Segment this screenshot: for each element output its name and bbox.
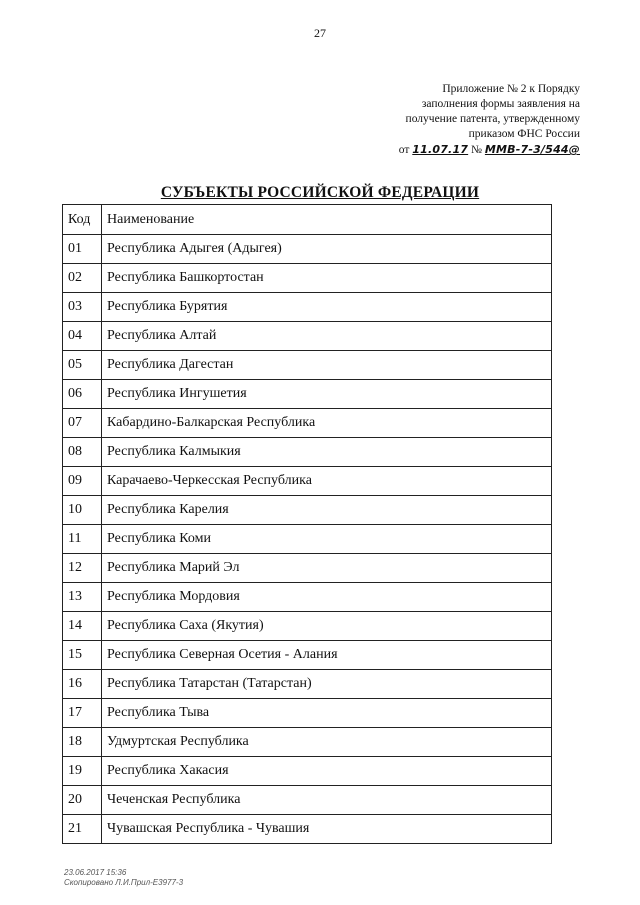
page-number: 27 [314, 26, 326, 40]
cell-name: Республика Ингушетия [102, 380, 552, 409]
subjects-table-container [62, 204, 552, 844]
cell-code: 05 [63, 351, 102, 380]
table-row [63, 786, 552, 815]
footer-stamp [64, 868, 183, 888]
header-name: Наименование [102, 205, 552, 235]
cell-name: Республика Хакасия [102, 757, 552, 786]
table-row [63, 438, 552, 467]
table-row [63, 583, 552, 612]
table-row [63, 757, 552, 786]
cell-name: Республика Саха (Якутия) [102, 612, 552, 641]
cell-code: 17 [63, 699, 102, 728]
table-row [63, 380, 552, 409]
order-ref-prefix: от [398, 144, 410, 156]
cell-code: 11 [63, 525, 102, 554]
appendix-line: получение патента, утвержденному [405, 113, 580, 125]
cell-code: 18 [63, 728, 102, 757]
cell-code: 14 [63, 612, 102, 641]
cell-code: 02 [63, 264, 102, 293]
footer-line: 23.06.2017 15:36 [64, 868, 127, 877]
cell-name: Удмуртская Республика [102, 728, 552, 757]
cell-code: 01 [63, 235, 102, 264]
document-title: СУБЪЕКТЫ РОССИЙСКОЙ ФЕДЕРАЦИИ [160, 184, 480, 201]
table-row [63, 409, 552, 438]
cell-code: 20 [63, 786, 102, 815]
table-row [63, 670, 552, 699]
table-row [63, 322, 552, 351]
cell-name: Республика Коми [102, 525, 552, 554]
cell-code: 13 [63, 583, 102, 612]
appendix-line: заполнения формы заявления на [421, 98, 580, 110]
cell-name: Республика Марий Эл [102, 554, 552, 583]
order-number-label: № [471, 144, 483, 156]
table-row [63, 554, 552, 583]
cell-code: 21 [63, 815, 102, 844]
cell-code: 10 [63, 496, 102, 525]
order-number: ММВ-7-3/544@ [484, 143, 580, 156]
table-row [63, 699, 552, 728]
cell-name: Республика Калмыкия [102, 438, 552, 467]
order-reference [360, 142, 580, 158]
cell-name: Республика Бурятия [102, 293, 552, 322]
cell-name: Республика Татарстан (Татарстан) [102, 670, 552, 699]
cell-name: Карачаево-Черкесская Республика [102, 467, 552, 496]
appendix-line: Приложение № 2 к Порядку [442, 83, 580, 95]
cell-name: Республика Башкортостан [102, 264, 552, 293]
subjects-table [62, 204, 552, 844]
table-body [63, 235, 552, 844]
table-row [63, 728, 552, 757]
cell-code: 04 [63, 322, 102, 351]
cell-code: 06 [63, 380, 102, 409]
cell-code: 19 [63, 757, 102, 786]
cell-name: Республика Мордовия [102, 583, 552, 612]
cell-code: 09 [63, 467, 102, 496]
cell-name: Чувашская Республика - Чувашия [102, 815, 552, 844]
cell-name: Республика Карелия [102, 496, 552, 525]
cell-code: 16 [63, 670, 102, 699]
table-row [63, 351, 552, 380]
cell-name: Республика Алтай [102, 322, 552, 351]
table-row [63, 496, 552, 525]
cell-code: 08 [63, 438, 102, 467]
cell-code: 07 [63, 409, 102, 438]
table-header-row [63, 205, 552, 235]
cell-name: Чеченская Республика [102, 786, 552, 815]
table-row [63, 641, 552, 670]
table-row [63, 815, 552, 844]
header-code: Код [63, 205, 102, 235]
appendix-line: приказом ФНС России [468, 128, 580, 140]
cell-name: Республика Тыва [102, 699, 552, 728]
footer-line: Скопировано Л.И.Прил-Е3977-3 [64, 878, 184, 887]
cell-code: 12 [63, 554, 102, 583]
table-row [63, 264, 552, 293]
cell-code: 15 [63, 641, 102, 670]
table-row [63, 235, 552, 264]
cell-name: Республика Дагестан [102, 351, 552, 380]
appendix-note [360, 82, 580, 158]
table-row [63, 612, 552, 641]
order-date: 11.07.17 [412, 143, 469, 156]
table-row [63, 467, 552, 496]
cell-code: 03 [63, 293, 102, 322]
cell-name: Республика Северная Осетия - Алания [102, 641, 552, 670]
cell-name: Кабардино-Балкарская Республика [102, 409, 552, 438]
cell-name: Республика Адыгея (Адыгея) [102, 235, 552, 264]
table-row [63, 525, 552, 554]
table-row [63, 293, 552, 322]
